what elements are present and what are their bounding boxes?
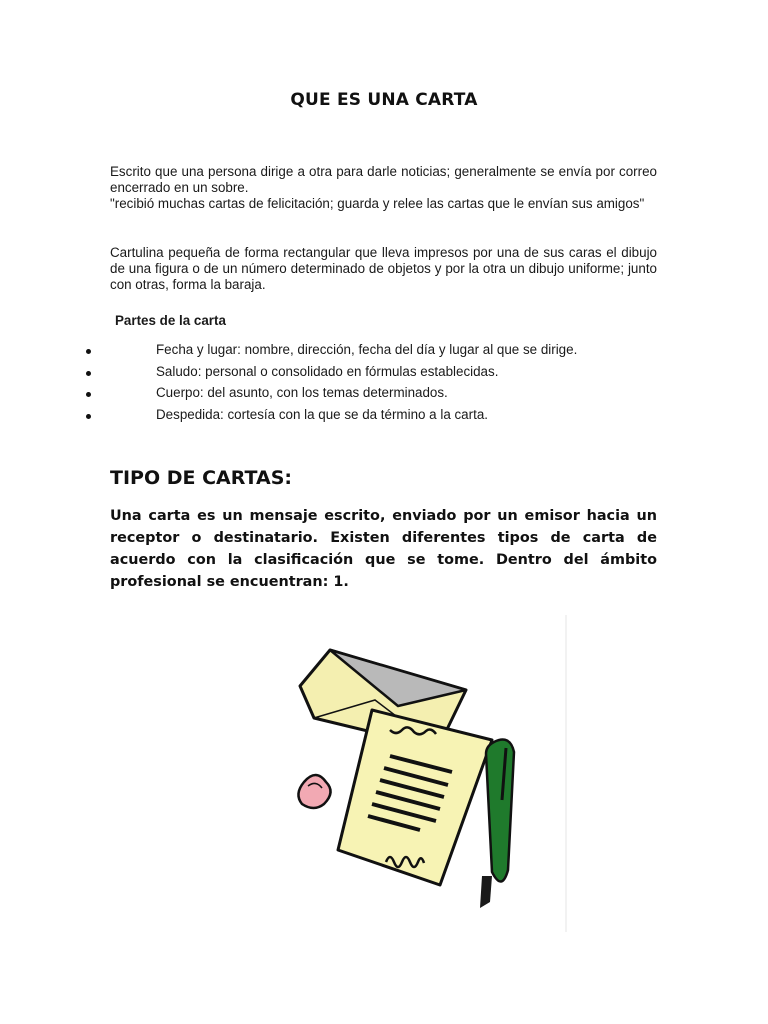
list-item-text: Despedida: cortesía con la que se da término a la carta. [156,406,488,422]
bullet-icon [86,371,91,376]
page-title: QUE ES UNA CARTA [290,90,478,110]
bullet-icon [86,414,91,419]
list-item [0,342,768,364]
pen-icon [480,740,514,908]
list-item-text: Cuerpo: del asunto, con los temas determinados. [156,385,448,400]
types-paragraph [110,505,657,593]
bullet-icon [86,349,91,354]
list-item [0,407,768,429]
letter-paper-icon [338,710,492,885]
list-item-text: Fecha y lugar: nombre, dirección, fecha del día y lugar al que se dirige. [156,342,578,357]
wax-seal-icon [298,775,330,808]
list-item [0,385,768,407]
bullet-icon [86,392,91,397]
parts-list [0,342,768,428]
definition-text: Escrito que una persona dirige a otra para darle noticias; generalmente se envía por correo encerrado en un sobre. [110,164,657,195]
definition-text-2: Cartulina pequeña de forma rectangular que lleva impresos por una de sus caras el dibujo de una figura o de un número determinado de objetos y por la otra un dibujo uniforme; junto con otras, forma la baraja. [110,245,657,292]
parts-heading: Partes de la carta [115,313,226,328]
definition-paragraph-2 [110,245,657,293]
letter-illustration-svg [280,610,580,935]
definition-paragraph-1 [110,164,657,212]
list-item [0,364,768,386]
types-heading: TIPO DE CARTAS: [110,467,292,489]
letter-illustration [280,610,580,935]
list-item-text: Saludo: personal o consolidado en fórmulas establecidas. [156,363,499,379]
types-paragraph-text: Una carta es un mensaje escrito, enviado por un emisor hacia un receptor o destinatario. Existen diferentes tipos de carta de acuerdo con la clasificación que se tome. Dentro del ámbito profesional se encuentran: 1. [110,508,657,590]
example-quote: "recibió muchas cartas de felicitación; guarda y relee las cartas que le envían sus amigos" [110,196,645,211]
